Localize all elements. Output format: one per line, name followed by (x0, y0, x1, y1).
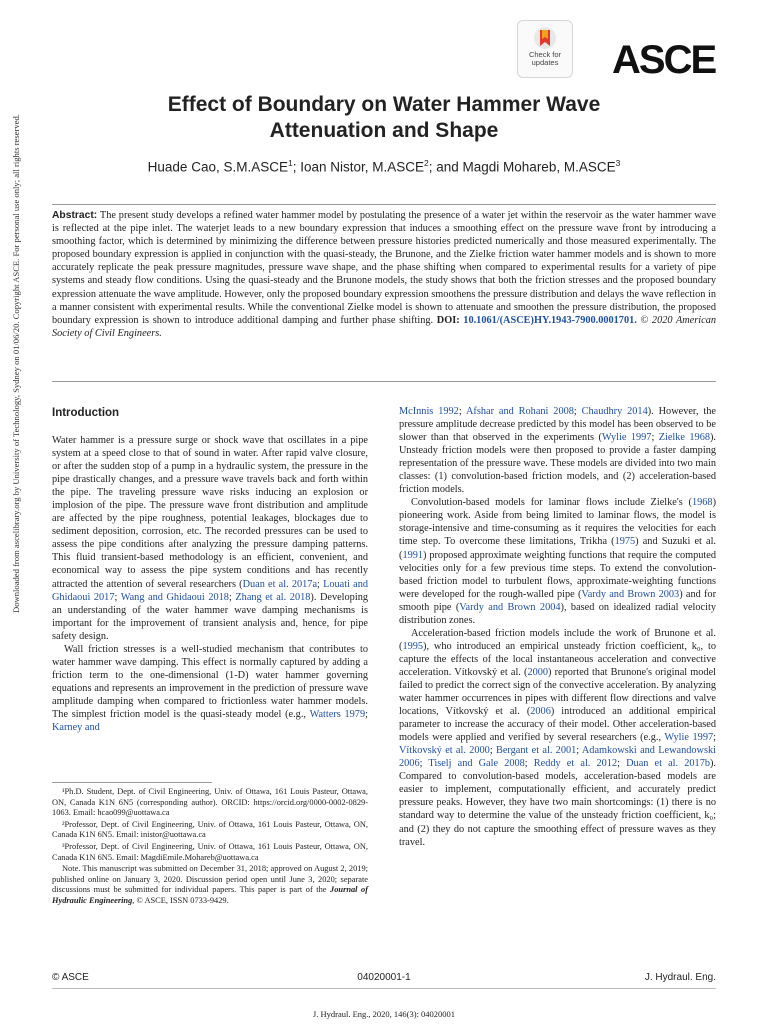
left-column (52, 434, 368, 734)
citation-link[interactable]: Bergant et al. 2001 (495, 745, 577, 757)
footer-page-id: 04020001-1 (357, 972, 411, 983)
text-run: ; (617, 758, 627, 770)
author-3-affil: 3 (615, 158, 621, 168)
text-run: ; (576, 745, 582, 757)
badge-label-2: updates (531, 58, 559, 67)
text-run: ; (317, 578, 324, 590)
citation-link[interactable]: Zielke 1968 (658, 432, 710, 444)
citation-link[interactable]: Vítkovský et al. 2000 (399, 745, 490, 757)
journal-name: Journal of Hydraulic Engineering (52, 885, 368, 905)
doi-label: DOI: (436, 314, 460, 326)
bookmark-icon (533, 26, 557, 50)
text-run: ). However, the pressure amplitude decrease predicted by this model has been observed to be slower than that observed in the experiments ( (399, 406, 716, 444)
abstract-body: The present study develops a refined water hammer model by postulating the presence of a water jet within the reservoir as the water hammer wave is reflected at the pipe inlet. The waterjet leads to a new boundary expression that induces a smoothing effect on the pressure wave front by introducing a smoothing factor, which is determined by minimizing the difference between pressure histories predicted numerically and those measured experimentally. The proposed boundary expression is applied in conjunction with the quasi-steady, the Brunone, and the Zielke friction water hammer models and is shown to more accurately replicate the peak pressure magnitudes, pressure wave shape, and the phase shifting when compared to experimental results for a variety of pipe systems and steady flow conditions. Using the quasi-steady and the Brunone models, the study shows that both the friction stresses and the proposed boundary expression attenuate the wave amplitude. However, only the proposed boundary expression smoothens the pressure distribution and delays the wave reflection in a manner consistent with experimental results. While the conventional Zielke model is shown to attenuate and smoothen the pressure distribution, the proposed boundary expression is shown to introduce additional damping and further phase shifting. (52, 210, 716, 326)
abstract (52, 209, 716, 340)
footer-rule (52, 988, 716, 989)
citation-link[interactable]: Wylie 1997 (664, 732, 714, 744)
text-run: ), based on idealized radial velocity distribution zones. (399, 601, 716, 626)
citation-link[interactable]: Reddy et al. 2012 (533, 758, 618, 770)
text-run: ) introduced an additional empirical parameter to increase the accuracy of their model. Other acceleration-based models were applied and verified by several researchers (e.g., (399, 706, 716, 744)
title-line-1: Effect of Boundary on Water Hammer Wave (167, 93, 601, 116)
citation-link[interactable]: Afshar and Rohani 2008 (466, 406, 574, 417)
text-run: ; (458, 406, 466, 417)
text-run: ) proposed approximate weighting functions that require the computed velocities only for a few previous time steps. To extend the convolution-based friction model to turbulent flows, approximate-weighting functions were developed for the rough-walled pipe ( (399, 549, 716, 600)
asce-logo-text: ASCE (612, 38, 716, 82)
abstract-copyright: © 2020 American Society of Civil Engineers. (52, 314, 716, 339)
citation-link[interactable]: 2000 (527, 666, 549, 678)
text-run: ; (489, 745, 496, 757)
citation-link[interactable]: Chaudhry 2014 (581, 406, 648, 417)
text-run: ; (419, 758, 429, 770)
footnote-1: ¹Ph.D. Student, Dept. of Civil Engineering, Univ. of Ottawa, 161 Louis Pasteur, Ottawa, ON, Canada K1N 6N5 (corresponding author). ORCID: https://orcid.org/0000-0002-0829-1063. Email: hcao099@uottawa.ca (52, 787, 368, 818)
footnote-3: ³Professor, Dept. of Civil Engineering, Univ. of Ottawa, 161 Louis Pasteur, Ottawa, ON, Canada K1N 6N5. Email: MagdiEmile.Mohareb@uottawa.ca (52, 841, 368, 862)
doi-link[interactable]: 10.1061/(ASCE)HY.1943-7900.0001701. (463, 314, 637, 326)
author-2: ; Ioan Nistor, M.ASCE (292, 159, 425, 175)
text-run: ; (573, 406, 582, 417)
badge-label-1: Check for (528, 50, 562, 59)
author-list (0, 158, 768, 175)
footnotes (52, 787, 368, 908)
citation-link[interactable]: Zhang et al. 2018 (235, 591, 311, 603)
citation-link[interactable]: McInnis 1992 (399, 406, 459, 417)
citation-link[interactable]: 1975 (614, 536, 636, 548)
text-run: ). Developing an understanding of the water hammer wave damping mechanisms is important for the improvement of transient analysis and, hence, for pipe safety design. (52, 591, 368, 642)
citation-link[interactable]: Adamkowski and Lewandowski 2006 (399, 745, 716, 770)
intro-paragraph-4 (399, 496, 716, 626)
citation-link[interactable]: Karney and (52, 722, 100, 734)
citation-link[interactable]: Duan et al. 2017a (242, 578, 318, 590)
author-1-affil: 1 (287, 158, 293, 168)
text-run: ; (651, 432, 659, 444)
right-column (399, 405, 716, 849)
text-run: ; (228, 591, 236, 603)
abstract-top-rule (52, 204, 716, 205)
text-run: ) pioneering work. Aside from being limited to laminar flows, the model is storage-intensive and time-consuming as it requires the velocities for each time step. To overcome these limitations, Trikha ( (399, 497, 716, 548)
footnote-2: ²Professor, Dept. of Civil Engineering, Univ. of Ottawa, 161 Louis Pasteur, Ottawa, ON, Canada K1N 6N5. Email: inistor@uottawa.ca (52, 819, 368, 840)
intro-paragraph-3 (399, 405, 716, 496)
citation-link[interactable]: Louati and Ghidaoui 2017 (52, 578, 368, 603)
asce-logo (612, 38, 715, 83)
citation-link[interactable]: Duan et al. 2017b (626, 758, 710, 770)
text-run: Wall friction stresses is a well-studied mechanism that contributes to water hammer wave damping. This effect is normally captured by adding a friction term to the one-dimensional (1-D) water hammer governing equations and represents an improvement in the prediction of pressure wave amplitude damping when compared to frictionless water hammer models. The simplest friction model is the quasi-steady model (e.g., (52, 643, 368, 720)
text-run: ). Compared to convolution-based models, acceleration-based models are easier to implement, computationally efficient, and accurately predict pressure peaks. However, they have two main shortcomings: (1) there is no standard way to determine the value of the unsteady friction coefficient, k₀; and (2) they do not capture the smoothing effect of pressure waves as they travel. (399, 758, 717, 848)
submission-note (52, 864, 368, 906)
footer-journal: J. Hydraul. Eng. (644, 972, 716, 983)
download-notice: Downloaded from ascelibrary.org by University of Technology, Sydney on 01/06/20. Copyright ASCE. For personal use only; all rights reserved. (11, 114, 21, 613)
check-for-updates-badge[interactable] (517, 20, 573, 78)
citation-link[interactable]: 1995 (402, 640, 424, 652)
citation-link[interactable]: Wang and Ghidaoui 2018 (120, 591, 229, 603)
intro-paragraph-1 (52, 434, 368, 643)
author-2-affil: 2 (424, 158, 429, 168)
title-line-2: Attenuation and Shape (269, 119, 499, 142)
paper-title (0, 92, 768, 144)
text-run: ) reported that Brunone's original model failed to predict the correct sign of the convective acceleration. By analyzing water hammer occurrences in pipes with different flow directions and valve locations, Vítkovský et al. ( (399, 666, 717, 718)
text-run: ; (365, 708, 368, 720)
abstract-bottom-rule (52, 381, 716, 382)
citation-link[interactable]: Watters 1979 (309, 708, 366, 720)
bottom-citation: J. Hydraul. Eng., 2020, 146(3): 04020001 (312, 1009, 456, 1019)
text-run: ; (114, 591, 121, 603)
citation-link[interactable]: 2006 (530, 706, 551, 718)
author-3: ; and Magdi Mohareb, M.ASCE (428, 159, 616, 175)
footer-copyright: © ASCE (52, 972, 89, 983)
text-run: ), who introduced an empirical unsteady friction coefficient, k₀, to capture the effects of the local instantaneous acceleration and convective acceleration. Vítkovský et al. ( (399, 640, 716, 678)
text-run: Water hammer is a pressure surge or shock wave that oscillates in a pipe system at a speed close to that of sound in water. After rapid valve closure, or after the sudden stop of a pump in a hydraulic system, the pressure in the pipe drastically changes, and a pressure wave travels back and forth within the pipe. The traveling pressure wave risks inducing an explosion or implosion of the pipe. The pressure wave front distribution and amplitude are affected by the pipe roughness, potential leakages, blockages due to sediment deposition, corrosion, etc. The recorded pressures can be used to assess the pipe conditions after analyzing the pressure damping patterns. This fluid transient-based methodology is an efficient, convenient, and economical way to assess the pipe system conditions and has recently attracted the attention of several researchers ( (52, 435, 368, 590)
citation-link[interactable]: 1991 (402, 549, 424, 561)
author-1: Huade Cao, S.M.ASCE (147, 159, 288, 175)
text-run: ; (524, 758, 534, 770)
text-run: Acceleration-based friction models include the work of Brunone et al. ( (399, 627, 716, 652)
abstract-heading: Abstract: (52, 210, 98, 221)
text-run: Convolution-based models for laminar flows include Zielke's ( (411, 497, 692, 509)
citation-link[interactable]: Wylie 1997 (601, 432, 652, 444)
intro-paragraph-2 (52, 643, 368, 734)
text-run: ). Unsteady friction models were then proposed to provide a faster damping representation of the pressure wave. These models are divided into two main classes: (1) convolution-based friction models, and (2) acceleration-based friction models. (399, 432, 717, 496)
text-run: ) and Suzuki et al. ( (399, 536, 717, 561)
text-run: Note. This manuscript was submitted on December 31, 2018; approved on August 2, 2019; published online on January 3, 2020. Discussion period open until June 3, 2020; separate discussions must be submitted for individual papers. This paper is part of the (52, 864, 368, 895)
citation-link[interactable]: Vardy and Brown 2003 (581, 588, 680, 600)
text-run: ) and for smooth pipe ( (399, 588, 717, 613)
text-run: , © ASCE, ISSN 0733-9429. (132, 895, 229, 905)
citation-link[interactable]: Tiselj and Gale 2008 (428, 758, 525, 770)
citation-link[interactable]: 1968 (691, 497, 713, 509)
intro-paragraph-5 (399, 627, 716, 849)
section-heading-introduction: Introduction (52, 407, 120, 419)
text-run: ; (713, 732, 716, 744)
footnote-rule (52, 782, 212, 783)
citation-link[interactable]: Vardy and Brown 2004 (459, 601, 561, 613)
